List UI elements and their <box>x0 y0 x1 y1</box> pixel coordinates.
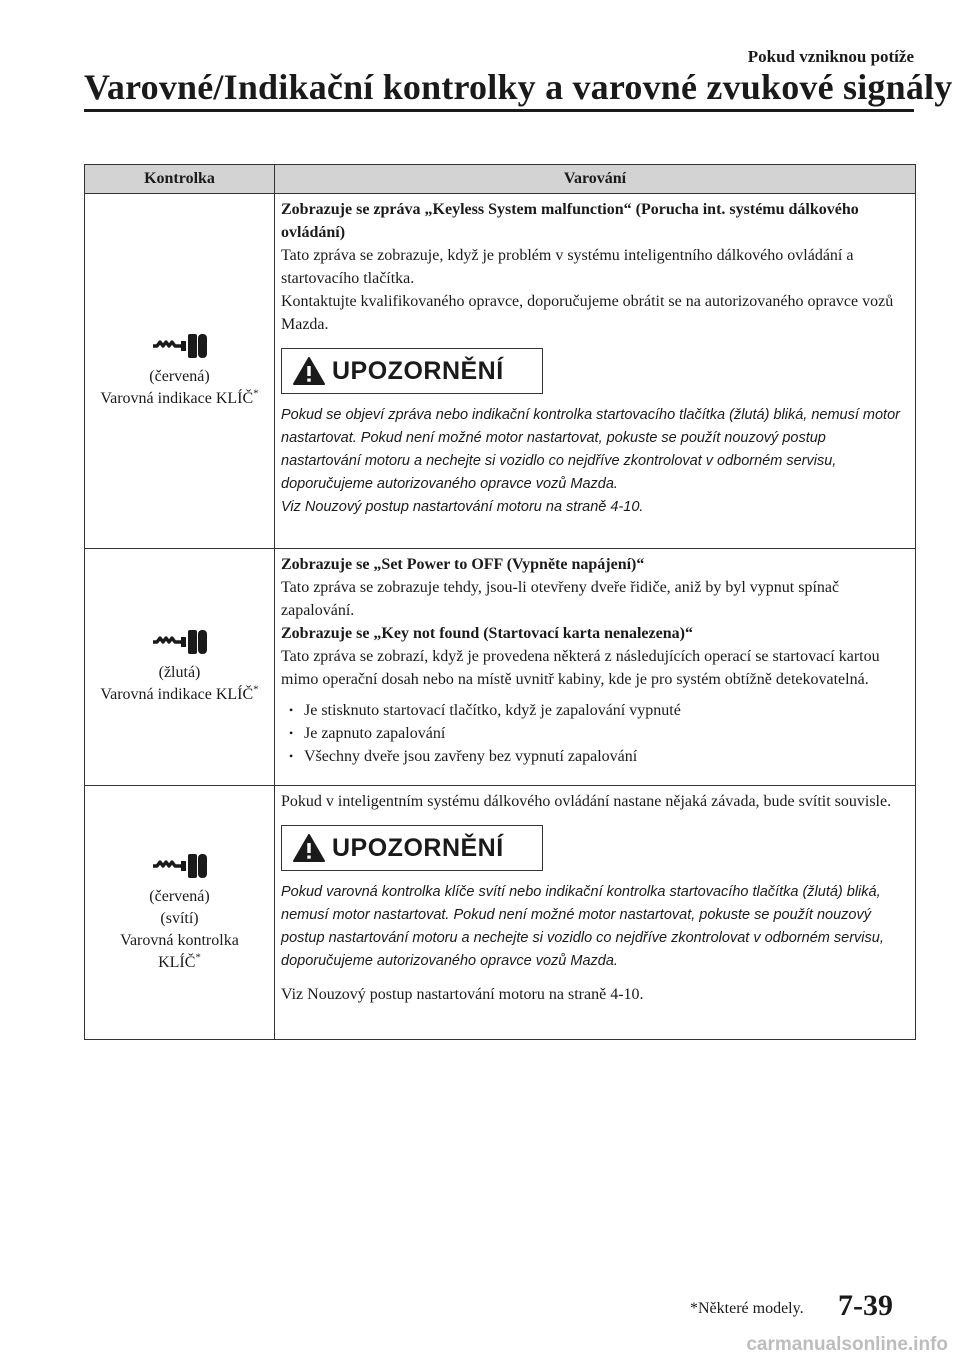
caution-box <box>281 348 543 394</box>
table-row <box>85 786 916 1040</box>
message-text: Tato zpráva se zobrazuje tehdy, jsou-li otevřeny dveře řidiče, aniž by byl vypnut spínač zapalování. <box>281 579 840 619</box>
caution-reference: Viz Nouzový postup nastartování motoru na straně 4-10. <box>281 499 644 515</box>
indicator-name: Varovná indikace KLÍČ* <box>100 683 259 703</box>
message-title: Zobrazuje se „Set Power to OFF (Vypněte napájení)“ <box>281 556 645 573</box>
section-title: Pokud vzniknou potíže <box>747 47 914 66</box>
table-row <box>85 549 916 786</box>
condition-list <box>281 699 909 768</box>
indicator-color: (červená) <box>149 887 210 905</box>
warning-cell <box>275 786 916 1040</box>
list-item: • Všechny dveře jsou zavřeny bez vypnutí zapalování <box>289 745 909 768</box>
warning-cell <box>275 194 916 549</box>
caution-box <box>281 825 543 871</box>
key-warning-icon <box>151 332 209 360</box>
message-title: Zobrazuje se „Key not found (Startovací karta nenalezena)“ <box>281 625 693 642</box>
indicator-name: Varovná kontrolka <box>120 931 239 949</box>
indicator-color: (červená) <box>149 368 210 385</box>
indicator-cell <box>85 194 275 549</box>
page-number: 7-39 <box>838 1289 893 1322</box>
chapter-title: Varovné/Indikační kontrolky a varovné zvukové signály <box>84 67 953 107</box>
caution-text: Pokud se objeví zpráva nebo indikační kontrolka startovacího tlačítka (žlutá) bliká, nemusí motor nastartovat. Pokud není možné motor nastartovat, pokuste se použít nouzový postup nastartování motoru a nechejte si vozidlo co nejdříve zkontrolovat v odborném servisu, doporučujeme autorizovaného opravce vozů Mazda. <box>281 407 900 492</box>
indicator-name: Varovná indikace KLÍČ* <box>100 387 259 407</box>
message-text: Tato zpráva se zobrazuje, když je problém v systému inteligentního dálkového ovládání a startovacího tlačítka. <box>281 247 854 287</box>
caution-label: UPOZORNĚNÍ <box>332 356 504 385</box>
indicator-color: (žlutá) <box>158 664 201 681</box>
col-header-warning: Varování <box>275 165 916 194</box>
message-text: Viz Nouzový postup nastartování motoru na straně 4-10. <box>281 986 644 1003</box>
message-title: Zobrazuje se zpráva „Keyless System malfunction“ (Porucha int. systému dálkového ovládání) <box>281 201 859 241</box>
caution-text: Pokud varovná kontrolka klíče svítí nebo indikační kontrolka startovacího tlačítka (žlutá) bliká, nemusí motor nastartovat. Pokud není možné motor nastartovat, pokuste se použít nouzový postup nastartování motoru a nechejte si vozidlo co nejdříve zkontrolovat v odborném servisu, doporučujeme autorizovaného opravce vozů Mazda. <box>281 884 884 969</box>
indicator-cell <box>85 549 275 786</box>
table-row <box>85 194 916 549</box>
warning-cell <box>275 549 916 786</box>
message-text: Kontaktujte kvalifikovaného opravce, doporučujeme obrátit se na autorizovaného opravce vozů Mazda. <box>281 293 894 333</box>
message-text: Pokud v inteligentním systému dálkového ovládání nastane nějaká závada, bude svítit souvisle. <box>281 793 892 810</box>
title-rule <box>84 109 914 112</box>
warning-table <box>84 164 916 1040</box>
table-header-row <box>85 165 916 194</box>
footnote-mark: * <box>253 387 259 400</box>
footnote-mark: * <box>253 683 259 696</box>
caution-label: UPOZORNĚNÍ <box>332 833 504 862</box>
warning-triangle-icon <box>292 833 326 863</box>
indicator-name: KLÍČ* <box>158 951 201 971</box>
col-header-indicator: Kontrolka <box>85 165 275 194</box>
message-text: Tato zpráva se zobrazí, když je provedena některá z následujících operací se startovací kartou mimo operační dosah nebo na místě uvnitř kabiny, kde je pro systém obtížně detekovatelná. <box>281 648 880 688</box>
indicator-state: (svítí) <box>160 909 199 927</box>
warning-triangle-icon <box>292 356 326 386</box>
watermark: carmanualsonline.info <box>746 1334 948 1355</box>
footnote-mark: * <box>195 951 201 964</box>
key-warning-icon <box>151 628 209 656</box>
key-warning-icon <box>151 852 209 880</box>
list-item: • Je stisknuto startovací tlačítko, když je zapalování vypnuté <box>289 699 909 722</box>
footnote: *Některé modely. <box>690 1300 804 1317</box>
list-item: • Je zapnuto zapalování <box>289 722 909 745</box>
indicator-cell <box>85 786 275 1040</box>
